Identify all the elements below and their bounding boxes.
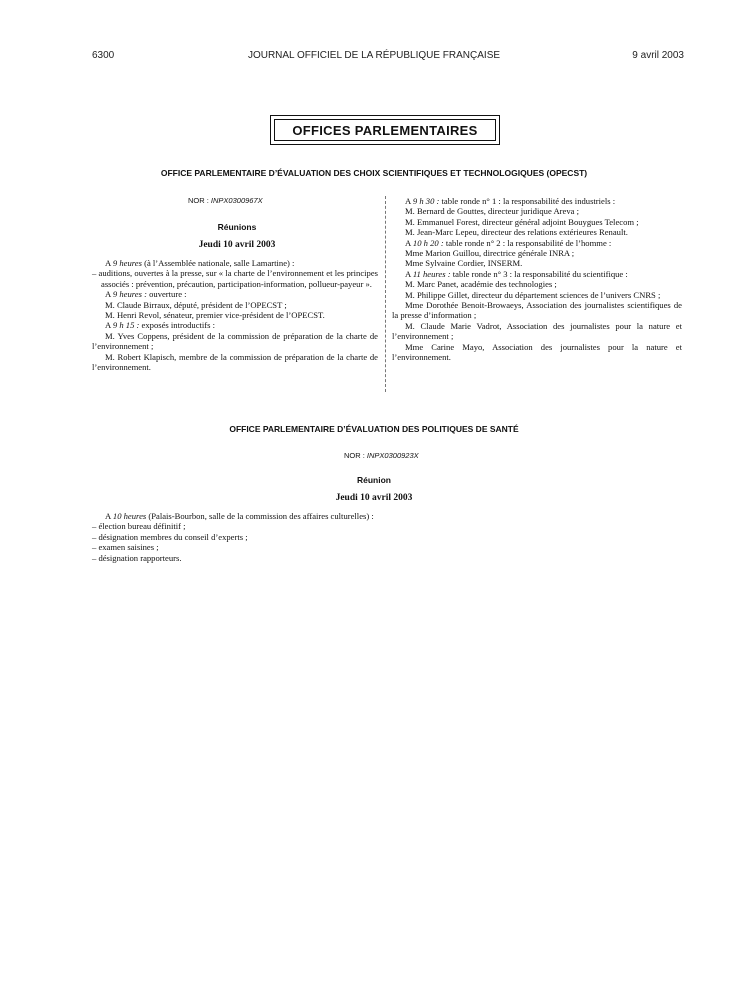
journal-title: JOURNAL OFFICIEL DE LA RÉPUBLIQUE FRANÇAISE (247, 50, 501, 61)
agenda-paragraph: A 10 h 20 : table ronde n° 2 : la responsabilité de l’homme : (405, 237, 612, 248)
agenda-paragraph: M. Marc Panet, académie des technologies ; (405, 279, 557, 290)
agenda-item: – élection bureau définitif ; (92, 521, 186, 532)
agenda-paragraph: M. Philippe Gillet, directeur du département sciences de l’univers CNRS ; (405, 289, 661, 300)
office2-subtitle: Réunion (357, 475, 391, 485)
rubric-box (270, 115, 500, 145)
agenda-item: – examen saisines ; (92, 542, 159, 553)
page-number: 6300 (92, 50, 115, 61)
office2-agenda (92, 511, 652, 563)
office1-date: Jeudi 10 avril 2003 (198, 240, 276, 250)
agenda-paragraph: M. Claude Marie Vadrot, Association des journalistes pour la nature et l’environnement ; (392, 320, 682, 342)
office1-title: OFFICE PARLEMENTAIRE D’ÉVALUATION DES CHOIX SCIENTIFIQUES ET TECHNOLOGIQUES (OPECST) (160, 168, 588, 178)
agenda-paragraph: Mme Marion Guillou, directrice générale INRA ; (405, 248, 575, 259)
agenda-paragraph: Mme Dorothée Benoit-Browaeys, Association des journalistes scientifiques de la presse d’information ; (392, 300, 682, 321)
agenda-paragraph: A 9 h 30 : table ronde n° 1 : la responsabilité des industriels : (405, 196, 616, 206)
agenda-paragraph: Mme Sylvaine Cordier, INSERM. (405, 258, 523, 269)
office1-subtitle: Réunions (217, 222, 257, 232)
agenda-paragraph: A 9 heures (à l’Assemblée nationale, salle Lamartine) : (105, 258, 295, 268)
office2-nor: NOR : INPX0300923X (344, 451, 419, 460)
office1-nor-code: INPX0300967X (210, 196, 263, 205)
agenda-paragraph: M. Emmanuel Forest, directeur général adjoint Bouygues Telecom ; (405, 216, 639, 227)
agenda-paragraph: – auditions, ouvertes à la presse, sur « la charte de l’environnement et les principes associés : prévention, précaution, participation-information, pollueur-payeur ». (92, 268, 378, 289)
agenda-paragraph: M. Jean-Marc Lepeu, directeur des relations extérieures Renault. (405, 227, 628, 238)
office2-date: Jeudi 10 avril 2003 (335, 493, 413, 503)
agenda-paragraph: M. Claude Birraux, député, président de l’OPECST ; (105, 299, 287, 310)
rubric-title: OFFICES PARLEMENTAIRES (274, 119, 496, 141)
agenda-paragraph: M. Bernard de Gouttes, directeur juridique Areva ; (405, 206, 579, 217)
column-divider (385, 196, 386, 392)
agenda-item: – désignation membres du conseil d’experts ; (92, 531, 248, 542)
agenda-item: A 10 heures (Palais-Bourbon, salle de la commission des affaires culturelles) : (105, 511, 374, 521)
agenda-item: – désignation rapporteurs. (92, 552, 182, 563)
agenda-paragraph: A 9 heures : ouverture : (105, 289, 187, 300)
agenda-paragraph: Mme Carine Mayo, Association des journalistes pour la nature et l’environnement. (392, 341, 682, 363)
agenda-paragraph: A 11 heures : table ronde n° 3 : la responsabilité du scientifique : (405, 268, 628, 279)
issue-date: 9 avril 2003 (632, 50, 684, 61)
agenda-paragraph: M. Yves Coppens, président de la commission de préparation de la charte de l’environnement ; (92, 330, 378, 352)
office1-left-column (92, 258, 378, 372)
office1-nor: NOR : INPX0300967X (188, 196, 263, 205)
office2-title: OFFICE PARLEMENTAIRE D’ÉVALUATION DES POLITIQUES DE SANTÉ (229, 424, 519, 434)
office2-nor-code: INPX0300923X (366, 451, 419, 460)
agenda-paragraph: M. Robert Klapisch, membre de la commission de préparation de la charte de l’environnement. (92, 351, 378, 373)
office1-right-column (392, 196, 682, 363)
agenda-paragraph: M. Henri Revol, sénateur, premier vice-président de l’OPECST. (105, 310, 325, 321)
agenda-paragraph: A 9 h 15 : exposés introductifs : (105, 320, 216, 331)
